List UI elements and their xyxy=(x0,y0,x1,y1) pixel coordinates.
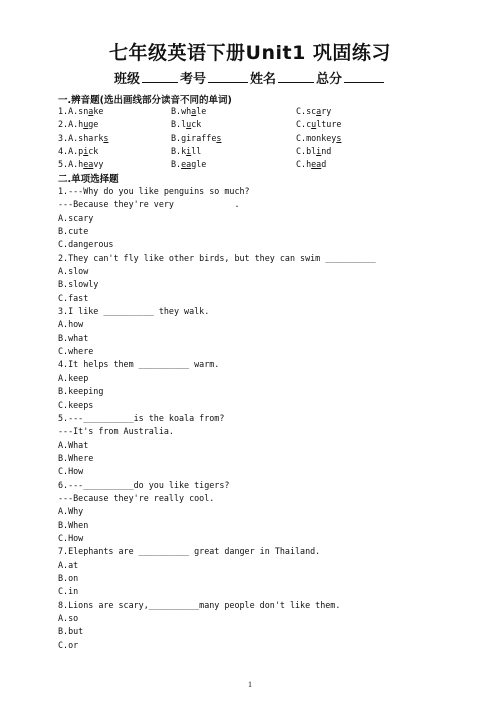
question-text: 7.Elephants are __________ great danger in Thailand. xyxy=(58,546,321,557)
option-text: le xyxy=(196,106,207,116)
underlined-letters: s xyxy=(336,132,342,143)
underlined-letters: ea xyxy=(181,159,192,170)
option-text: B. xyxy=(171,159,182,170)
info-label: 班级 xyxy=(113,72,140,87)
phonetics-option[interactable] xyxy=(171,118,296,131)
phonetics-row xyxy=(58,145,458,158)
option-text: B.wh xyxy=(171,106,192,116)
phonetics-question-grid xyxy=(58,105,458,172)
question-text: 5.---__________is the koala from? xyxy=(58,412,225,423)
option-text: 4.A.p xyxy=(58,146,84,157)
answer-option[interactable]: B.what xyxy=(58,332,89,343)
page-title: 七年级英语下册Unit1 巩固练习 xyxy=(109,42,391,64)
underlined-letters: i xyxy=(316,146,322,157)
option-text: 3.A.shark xyxy=(58,132,104,143)
phonetics-row xyxy=(58,132,458,145)
section2-heading: 二.单项选择题 xyxy=(58,174,119,185)
info-label: 考号 xyxy=(179,72,206,87)
underlined-letters: a xyxy=(88,106,94,116)
answer-option[interactable]: A.scary xyxy=(58,212,94,223)
option-text: B.giraffe xyxy=(171,132,217,143)
option-text: vy xyxy=(93,159,104,170)
option-text: d xyxy=(321,159,327,170)
answer-option[interactable]: C.fast xyxy=(58,292,89,303)
underlined-letters: s xyxy=(216,132,222,143)
answer-option[interactable]: C.in xyxy=(58,586,79,597)
phonetics-option[interactable] xyxy=(296,132,456,145)
phonetics-option[interactable] xyxy=(171,158,296,171)
student-info-line xyxy=(0,68,500,87)
answer-option[interactable]: B.cute xyxy=(58,226,89,237)
option-text: B.k xyxy=(171,146,187,157)
question-text: 8.Lions are scary,__________many people don't like them. xyxy=(58,599,341,610)
phonetics-option[interactable] xyxy=(296,105,456,118)
answer-option[interactable]: C.How xyxy=(58,466,84,477)
underlined-letters: ea xyxy=(83,159,94,170)
option-text: C.c xyxy=(296,119,312,130)
answer-option[interactable]: A.so xyxy=(58,613,79,623)
question-text: ---Because they're very . xyxy=(58,199,240,210)
underlined-letters: u xyxy=(186,119,192,130)
option-text: B.l xyxy=(171,119,187,130)
info-label: 姓名 xyxy=(250,72,277,87)
phonetics-option[interactable] xyxy=(171,145,296,158)
answer-option[interactable]: C.where xyxy=(58,346,94,357)
option-text: ke xyxy=(93,106,104,116)
phonetics-row xyxy=(58,105,458,118)
answer-option[interactable]: C.or xyxy=(58,639,79,650)
phonetics-option[interactable] xyxy=(296,145,456,158)
option-text: C.h xyxy=(296,159,312,170)
phonetics-option[interactable] xyxy=(296,118,456,131)
answer-option[interactable]: B.slowly xyxy=(58,279,99,290)
option-text: gle xyxy=(191,159,207,170)
option-text: 2.A.h xyxy=(58,119,84,130)
answer-option[interactable]: A.at xyxy=(58,559,79,570)
option-text: 1.A.sn xyxy=(58,106,89,116)
question-text: 2.They can't fly like other birds, but they can swim __________ xyxy=(58,252,376,263)
underlined-letters: s xyxy=(103,132,109,143)
answer-option[interactable]: C.How xyxy=(58,532,84,543)
option-text: C.monkey xyxy=(296,132,337,143)
answer-option[interactable]: B.but xyxy=(58,626,84,637)
phonetics-row xyxy=(58,118,458,131)
answer-option[interactable]: A.Why xyxy=(58,506,84,517)
answer-option[interactable]: C.dangerous xyxy=(58,239,114,250)
underlined-letters: ea xyxy=(311,159,322,170)
option-text: ge xyxy=(88,119,99,130)
answer-option[interactable]: A.keep xyxy=(58,372,89,383)
option-text: C.sc xyxy=(296,106,317,116)
answer-option[interactable]: B.Where xyxy=(58,452,94,463)
info-label: 总分 xyxy=(316,72,343,87)
answer-option[interactable]: B.keeping xyxy=(58,386,104,397)
question-text: 3.I like __________ they walk. xyxy=(58,306,210,317)
underlined-letters: i xyxy=(83,146,89,157)
underlined-letters: u xyxy=(83,119,89,130)
question-text: 6.---__________do you like tigers? xyxy=(58,479,230,490)
info-blank[interactable] xyxy=(344,70,384,83)
section1-heading: 一.辨音题(选出画线部分读音不同的单词) xyxy=(58,95,232,106)
underlined-letters: a xyxy=(191,106,197,116)
phonetics-option[interactable] xyxy=(171,132,296,145)
option-text: ry xyxy=(321,106,332,116)
underlined-letters: a xyxy=(316,106,322,116)
multiple-choice-list xyxy=(58,185,478,652)
phonetics-option[interactable] xyxy=(58,145,171,158)
question-text: ---It's from Australia. xyxy=(58,426,174,437)
option-text: C.bl xyxy=(296,146,317,157)
underlined-letters: i xyxy=(186,146,192,157)
phonetics-row xyxy=(58,158,458,171)
option-text: 5.A.h xyxy=(58,159,84,170)
answer-option[interactable]: A.slow xyxy=(58,266,89,277)
phonetics-option[interactable] xyxy=(58,158,171,171)
option-text: ck xyxy=(191,119,202,130)
answer-option[interactable]: A.What xyxy=(58,439,89,450)
answer-option[interactable]: B.on xyxy=(58,572,79,583)
phonetics-option[interactable] xyxy=(58,132,171,145)
info-blank[interactable] xyxy=(208,70,248,83)
answer-option[interactable]: C.keeps xyxy=(58,399,94,410)
option-text: ck xyxy=(88,146,99,157)
option-text: nd xyxy=(321,146,332,157)
answer-option[interactable]: A.how xyxy=(58,319,84,330)
page-number: 1 xyxy=(248,680,252,689)
question-text: 4.It helps them __________ warm. xyxy=(58,359,220,370)
info-blank[interactable] xyxy=(278,70,314,83)
phonetics-option[interactable] xyxy=(58,118,171,131)
phonetics-option[interactable] xyxy=(296,158,456,171)
question-text: ---Because they're really cool. xyxy=(58,492,215,503)
option-text: ll xyxy=(191,146,202,157)
phonetics-option[interactable] xyxy=(171,105,296,118)
option-text: lture xyxy=(316,119,342,130)
underlined-letters: u xyxy=(311,119,317,130)
question-text: 1.---Why do you like penguins so much? xyxy=(58,186,250,196)
phonetics-option[interactable] xyxy=(58,105,171,118)
info-blank[interactable] xyxy=(142,70,178,83)
answer-option[interactable]: B.When xyxy=(58,519,89,530)
